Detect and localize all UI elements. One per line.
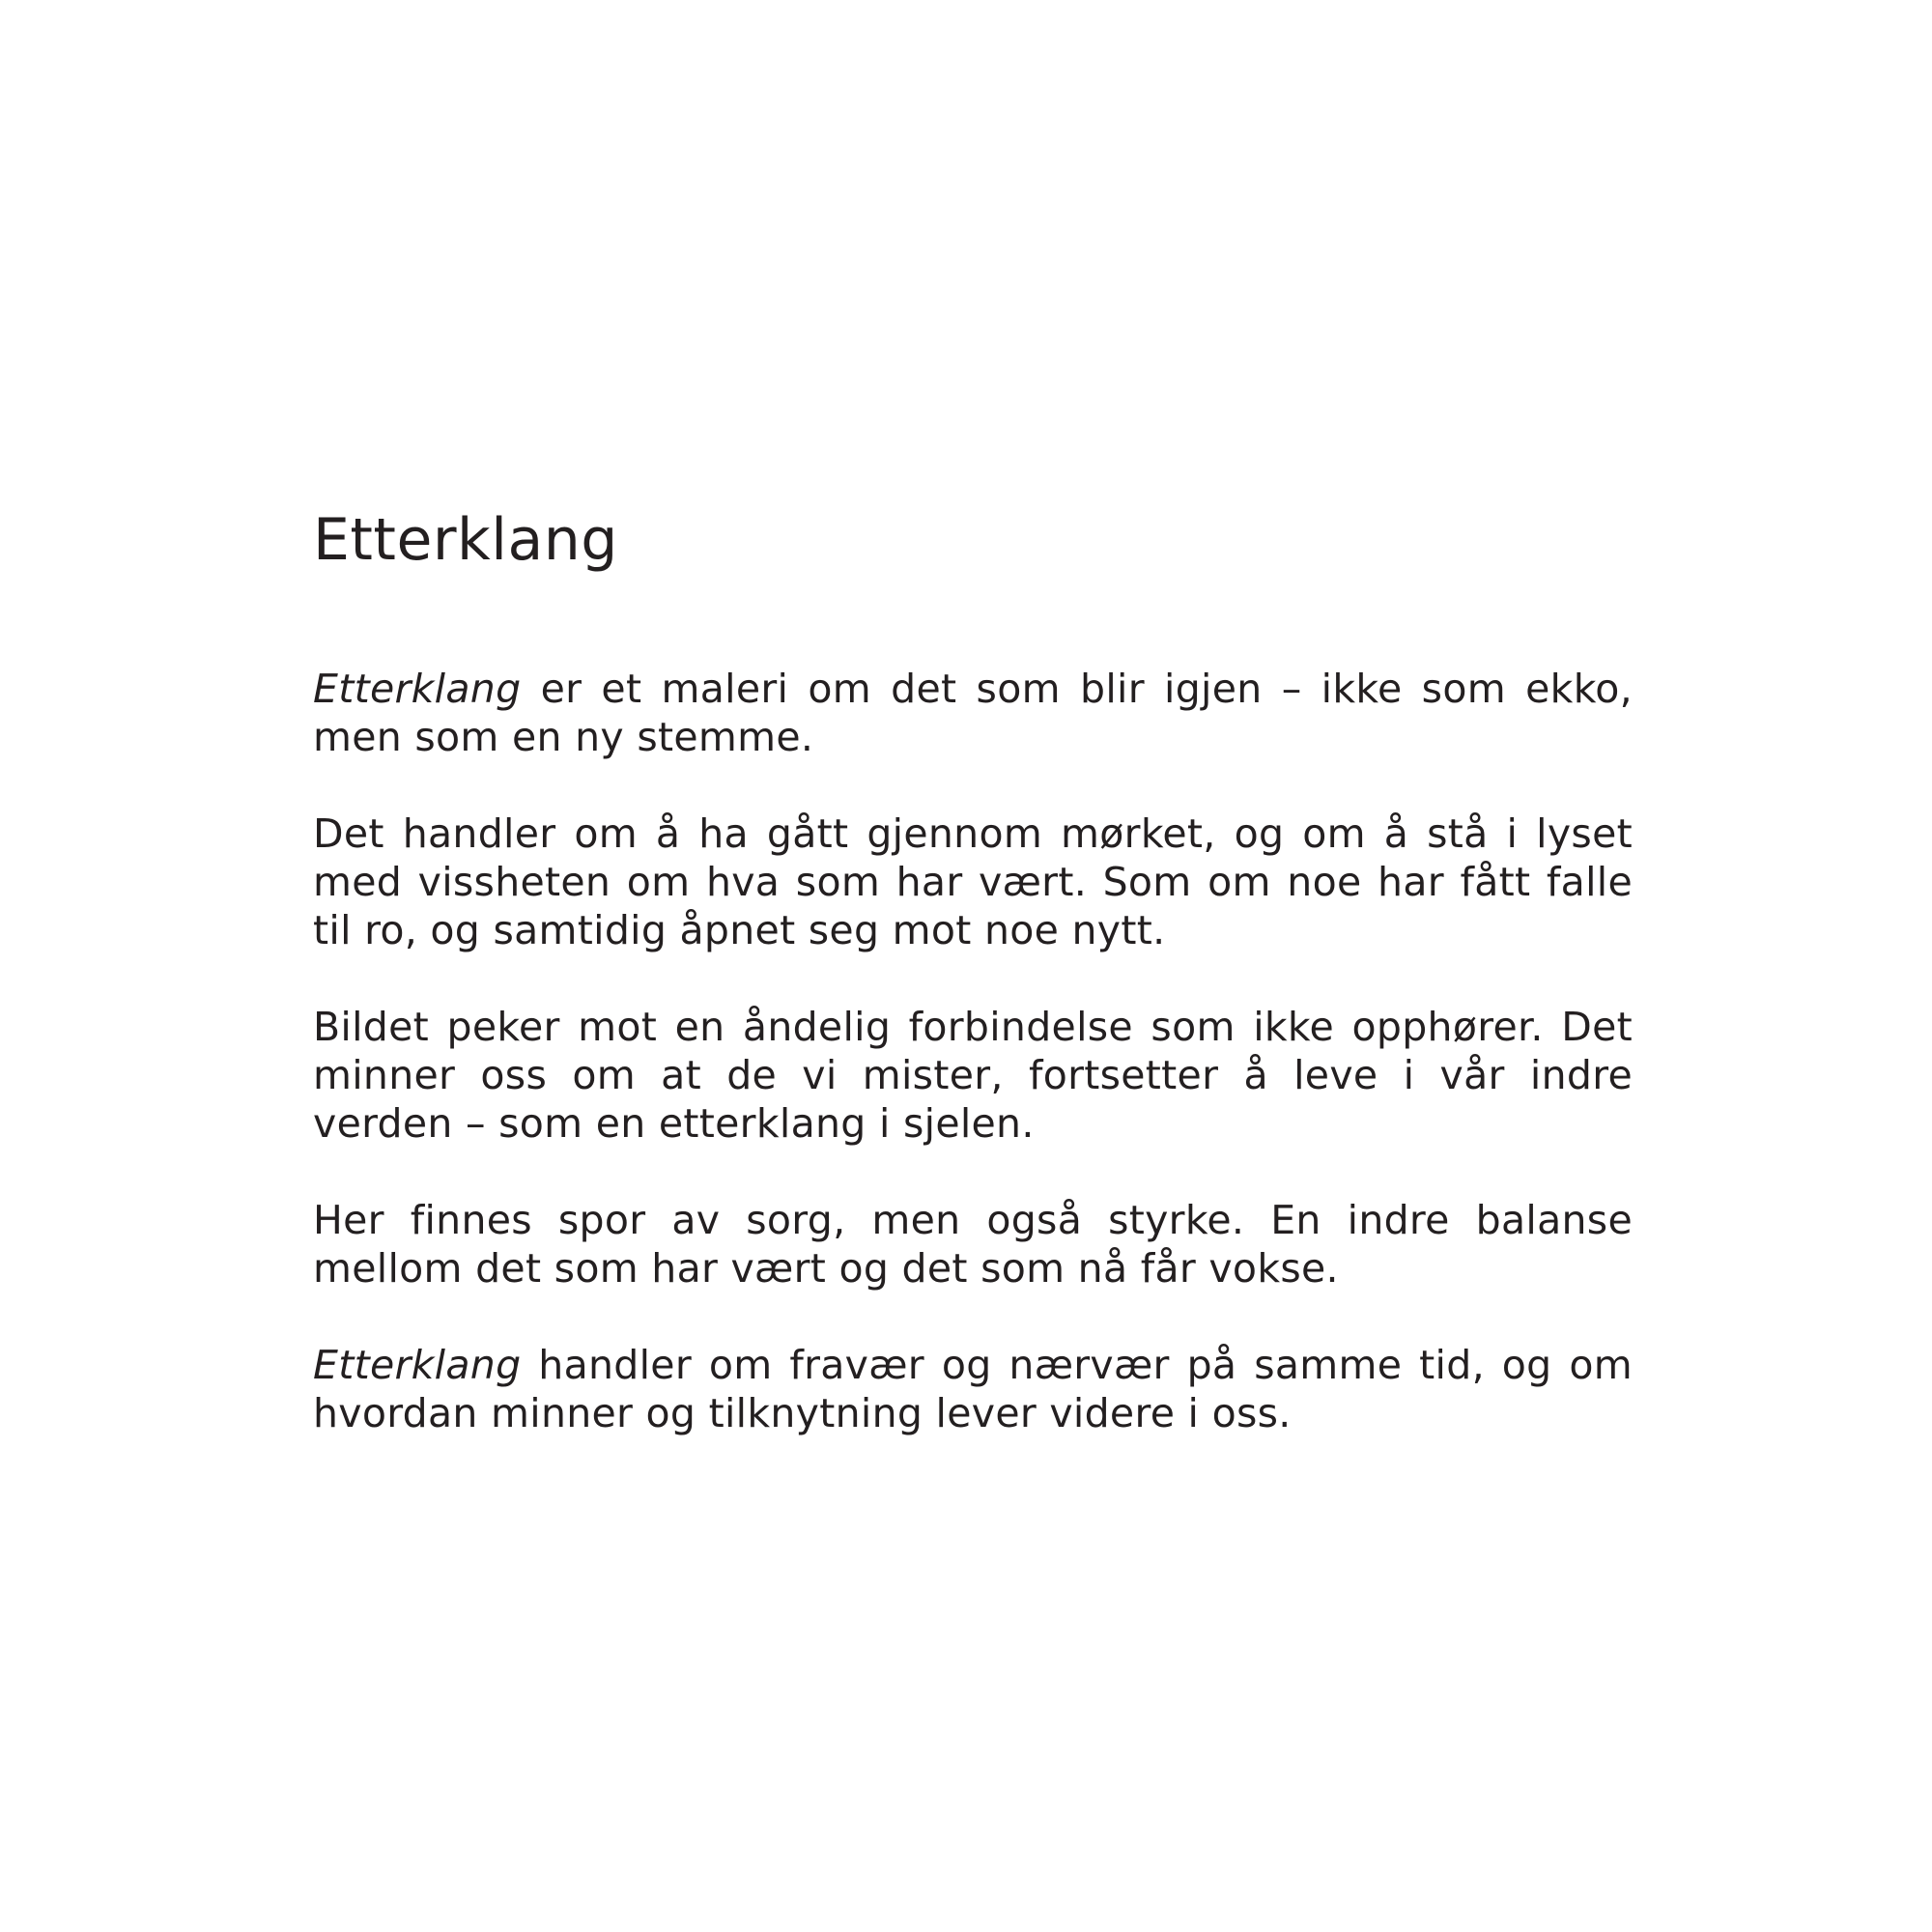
paragraph-5	[313, 1341, 1633, 1437]
page-title: Etterklang	[313, 506, 618, 574]
text-block	[313, 500, 1633, 1486]
paragraph-3-text: Bildet peker mot en åndelig forbindelse som ikke opphører. Det minner oss om at de vi mister, fortsetter å leve i vår indre verden – som en etterklang i sjelen.	[313, 1004, 1633, 1147]
paragraph-2-text: Det handler om å ha gått gjennom mørket, og om å stå i lyset med vissheten om hva som har vært. Som om noe har fått falle til ro, og samtidig åpnet seg mot noe nytt.	[313, 810, 1633, 953]
paragraph-5-italic-title: Etterklang	[313, 1342, 522, 1388]
body-text	[313, 665, 1633, 1437]
paragraph-2	[313, 810, 1633, 954]
paragraph-1-text: er et maleri om det som blir igjen – ikke som ekko, men som en ny stemme.	[313, 666, 1633, 760]
paragraph-4-text: Her finnes spor av sorg, men også styrke. En indre balanse mellom det som har vært og det som nå får vokse.	[313, 1197, 1633, 1292]
paragraph-3	[313, 1003, 1633, 1148]
paragraph-1-italic-title: Etterklang	[313, 666, 522, 712]
paragraph-1	[313, 665, 1633, 761]
paragraph-5-text: handler om fravær og nærvær på samme tid, og om hvordan minner og tilknytning lever videre i oss.	[313, 1342, 1633, 1436]
paragraph-4	[313, 1196, 1633, 1293]
